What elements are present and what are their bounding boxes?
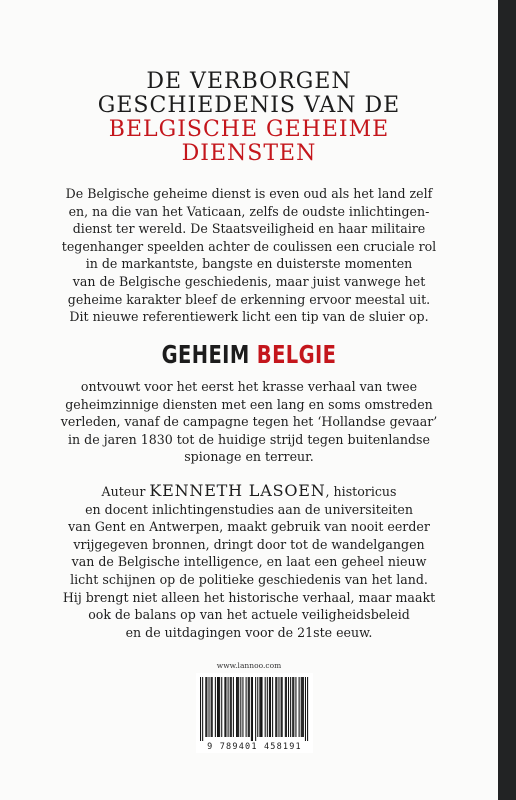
barcode-bar [270, 677, 271, 737]
author-line: van Gent en Antwerpen, maakt gebruik van nooit eerder [68, 519, 430, 535]
barcode-bar [259, 677, 260, 737]
headline-line-1: DE VERBORGEN [146, 69, 352, 94]
barcode-bar [200, 677, 201, 741]
intro-line: dienst ter wereld. De Staatsveiligheid en haar militaire [72, 221, 426, 237]
barcode-bar [225, 677, 226, 737]
barcode-bar [249, 677, 250, 737]
barcode-bar [211, 677, 212, 737]
book-title-brand [55, 340, 443, 370]
barcode-bar [231, 677, 232, 737]
barcode-bar [205, 677, 206, 737]
headline-line-4: DIENSTEN [181, 141, 317, 166]
barcode-bar [240, 677, 241, 737]
title-word-geheim: GEHEIM [161, 340, 250, 369]
barcode-bar [276, 677, 277, 737]
barcode-bar [293, 677, 294, 737]
author-paragraph [36, 482, 462, 641]
author-first-line [36, 482, 462, 501]
barcode-bar [219, 677, 220, 737]
intro-line: en, na die van het Vaticaan, zelfs de oudste inlichtingen- [68, 203, 430, 219]
barcode-bar [228, 677, 229, 737]
intro-line: in de markantste, bangste en duisterste momenten [85, 256, 413, 272]
headline [0, 70, 498, 166]
isbn-number: 9 789401 458191 [207, 742, 302, 752]
barcode-bar [302, 677, 303, 737]
description-line: ontvouwt voor het eerst het krasse verhaal van twee [80, 379, 418, 394]
barcode-bar [307, 677, 308, 741]
barcode-bar [246, 677, 247, 737]
barcode-bar [242, 677, 243, 737]
barcode-bar [288, 677, 289, 737]
barcode-bar [255, 677, 256, 741]
barcode-bar [305, 677, 306, 741]
barcode-bar [301, 677, 302, 737]
barcode-bar [251, 677, 252, 741]
barcode-bar [236, 677, 237, 737]
barcode-bar [260, 677, 261, 737]
barcode-bar [267, 677, 268, 737]
author-line: en docent inlichtingenstudies aan de universiteiten [85, 501, 413, 517]
intro-paragraph [36, 185, 462, 326]
barcode-bar [275, 677, 276, 737]
intro-line: tegenhanger speelden achter de coulissen een cruciale rol [61, 238, 437, 254]
author-name: KENNETH LASOEN [149, 481, 326, 500]
barcode-bar [303, 677, 304, 737]
barcode-bar [261, 677, 262, 737]
headline-line-3: BELGISCHE GEHEIME [108, 117, 390, 142]
barcode-bar [212, 677, 213, 737]
author-line: en de uitdagingen voor de 21ste eeuw. [125, 624, 373, 640]
author-suffix: , historicus [325, 484, 397, 499]
barcode-bar [217, 677, 218, 737]
barcode-bar [208, 677, 209, 737]
intro-line: Dit nieuwe referentiewerk licht een tip van de sluier op. [69, 309, 429, 325]
barcode-bar [295, 677, 296, 737]
barcode-bar [286, 677, 287, 737]
author-line: van de Belgische intelligence, en laat een geheel nieuw [71, 554, 427, 570]
barcode-bar [202, 677, 203, 741]
headline-line-2: GESCHIEDENIS VAN DE [97, 93, 401, 118]
barcode-bar [230, 677, 231, 737]
barcode-bar [257, 677, 258, 737]
barcode-bar [218, 677, 219, 737]
barcode-bar [237, 677, 238, 737]
author-line: vrijgegeven bronnen, dringt door tot de wandelgangen [73, 536, 425, 552]
barcode-bar [206, 677, 207, 737]
barcode-bars [200, 677, 309, 741]
author-line: licht schijnen op de politieke geschiedenis van het land. [70, 571, 428, 587]
barcode [196, 673, 313, 753]
book-spine [498, 0, 516, 800]
intro-line: geheime karakter bleef de erkenning ervoor meestal uit. [67, 291, 431, 307]
author-line: ook de balans op van het actuele veiligheidsbeleid [88, 607, 410, 623]
barcode-bar [278, 677, 279, 737]
description-line: in de jaren 1830 tot de huidige strijd tegen buitenlandse [68, 431, 430, 447]
intro-line: van de Belgische geschiedenis, maar juist vanwege het [72, 273, 426, 289]
barcode-bar [282, 677, 283, 737]
barcode-bar [290, 677, 291, 737]
author-prefix: Auteur [101, 484, 150, 499]
barcode-bar [285, 677, 286, 737]
barcode-bar [272, 677, 273, 737]
barcode-bar [292, 677, 293, 737]
barcode-bar [238, 677, 239, 737]
barcode-bar [224, 677, 225, 737]
barcode-bar [269, 677, 270, 737]
description-paragraph [36, 378, 462, 466]
barcode-bar [215, 677, 216, 737]
description-line: spionage en terreur. [184, 449, 314, 465]
barcode-bar [233, 677, 234, 737]
barcode-bar [252, 677, 253, 741]
intro-line: De Belgische geheime dienst is even oud als het land zelf [65, 186, 433, 201]
barcode-bar [281, 677, 282, 737]
description-line: verleden, vanaf de campagne tegen het ‘Hollandse gevaar’ [60, 414, 438, 430]
barcode-bar [299, 677, 300, 737]
author-line: Hij brengt niet alleen het historische verhaal, maar maakt [62, 589, 436, 605]
barcode-bar [221, 677, 222, 737]
title-word-belgie: BELGIE [256, 340, 337, 369]
description-line: geheimzinnige diensten met een lang en soms omstreden [65, 396, 433, 412]
publisher-website: www.lannoo.com [216, 661, 282, 670]
barcode-bar [265, 677, 266, 737]
barcode-bar [248, 677, 249, 737]
